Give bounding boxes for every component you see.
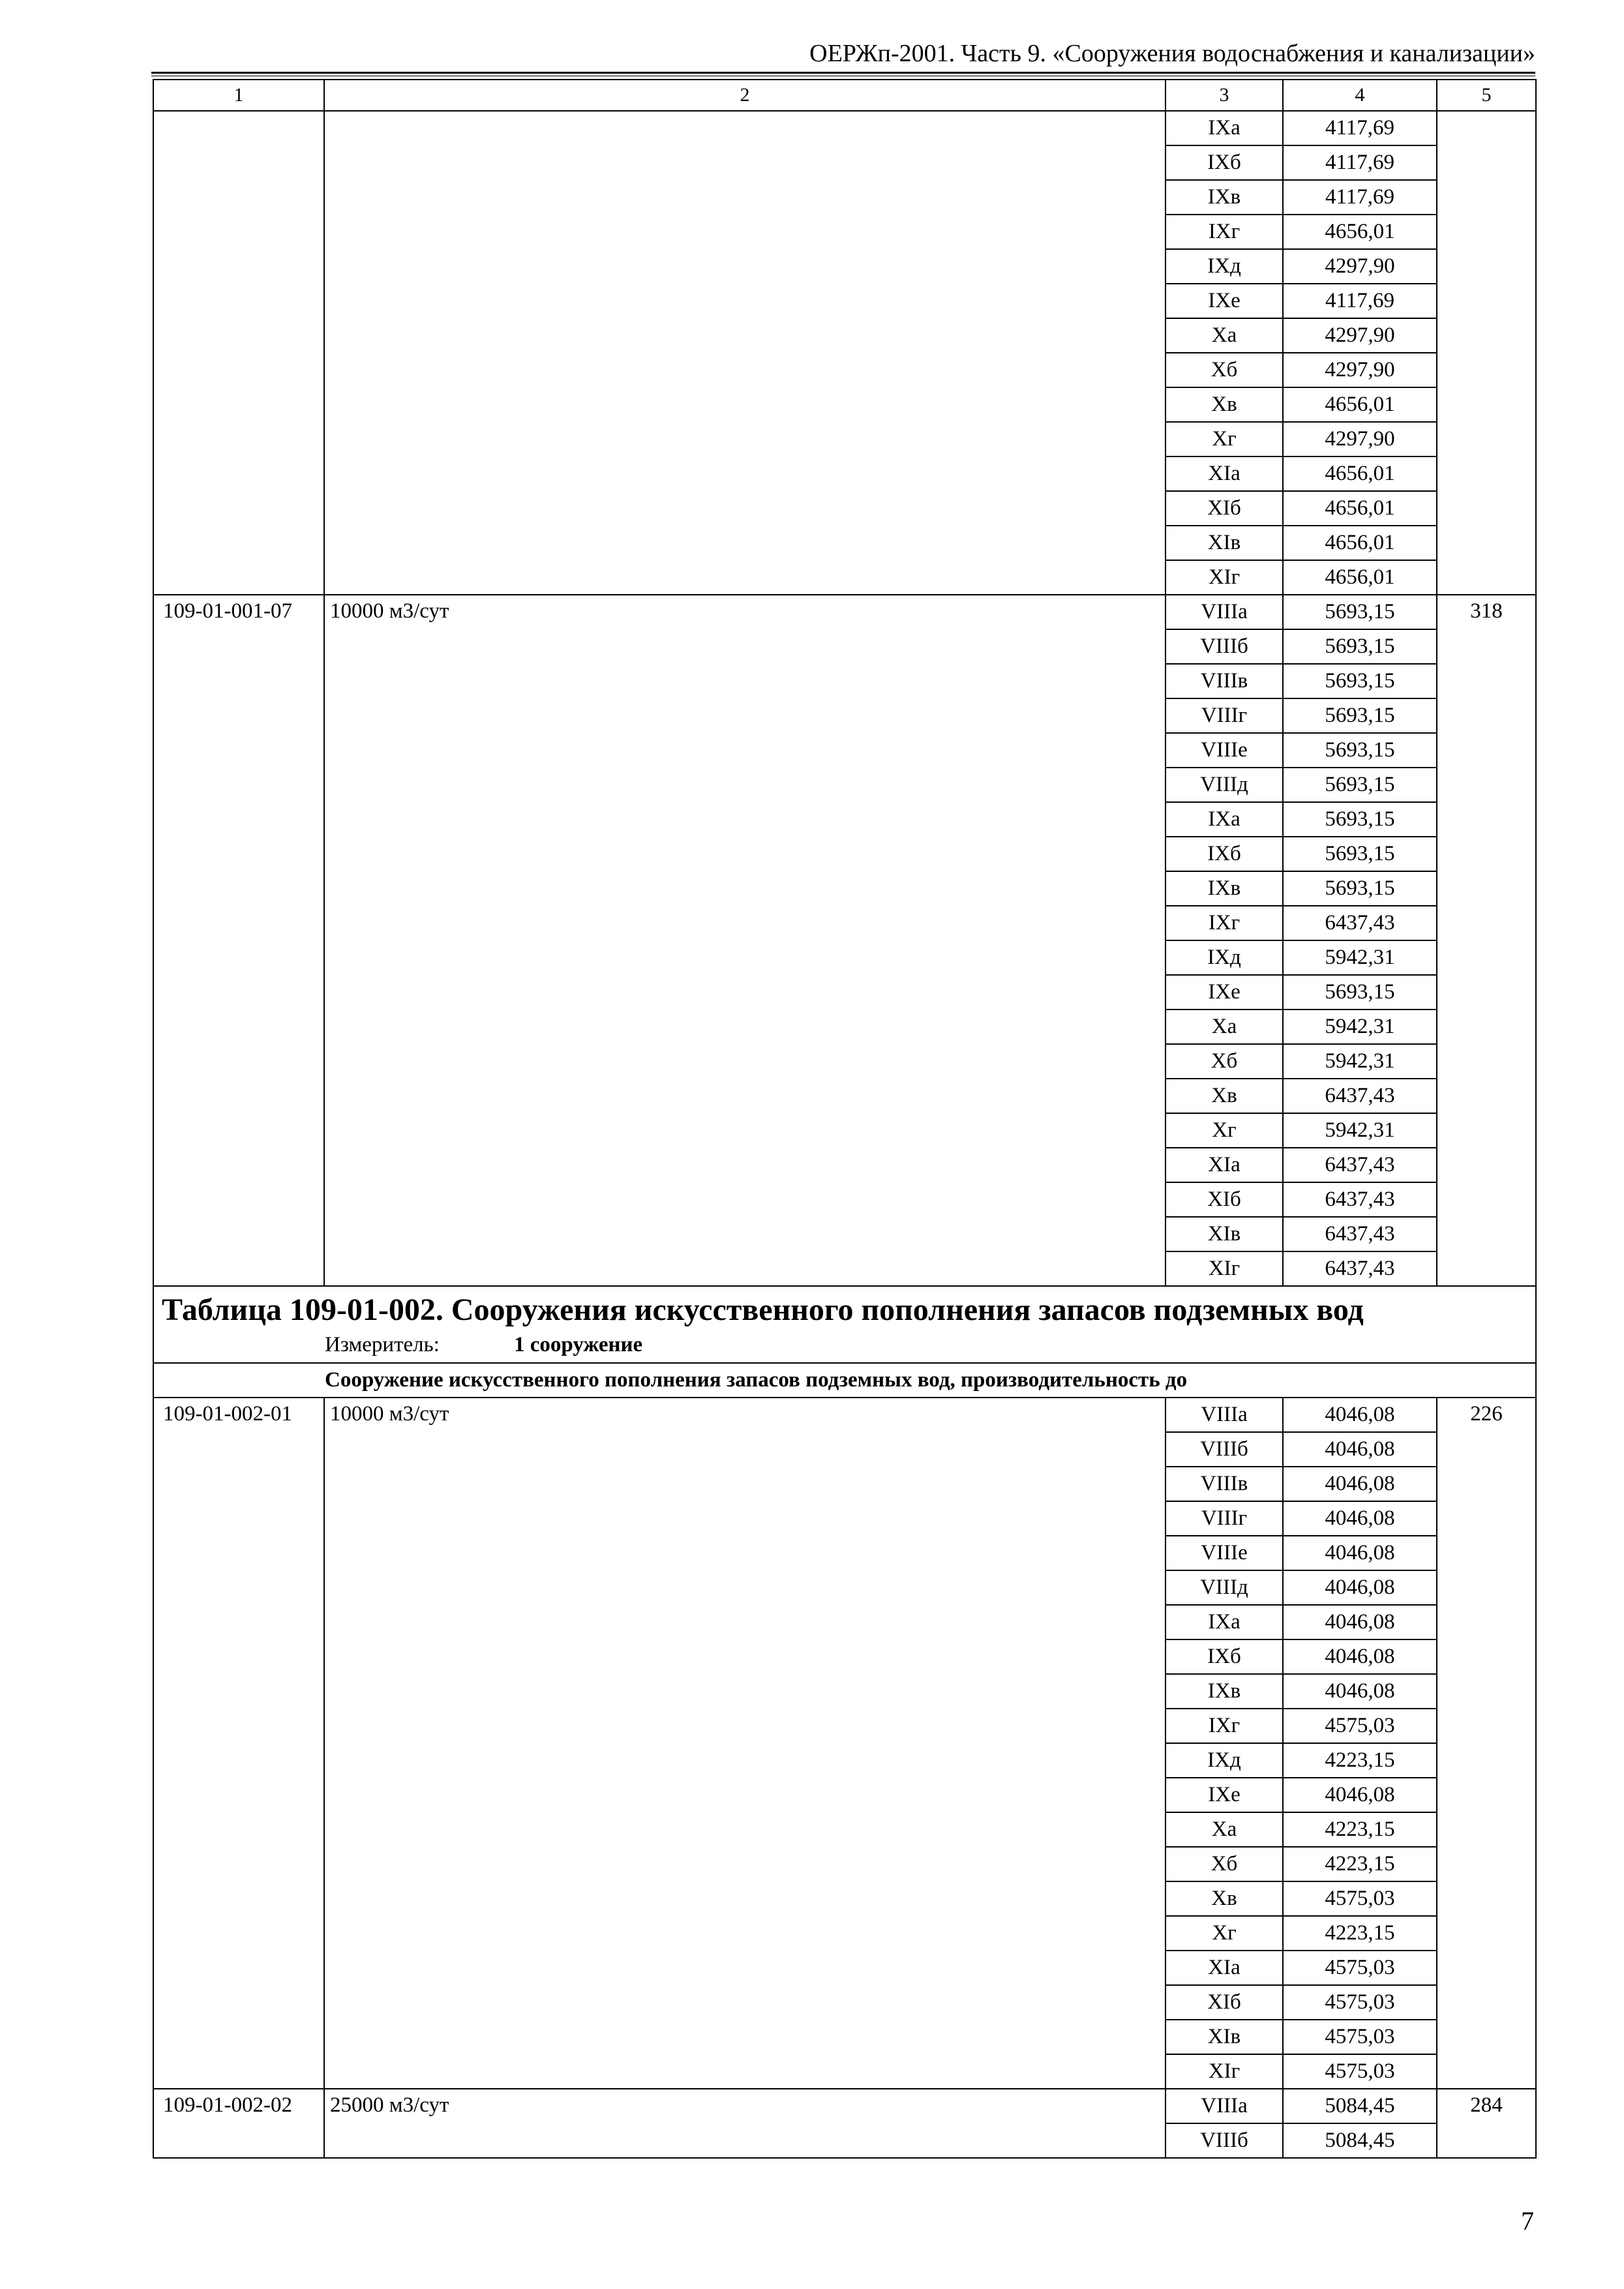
price-cell: 5693,15 <box>1283 802 1437 837</box>
zone-cell: XIг <box>1165 1251 1283 1286</box>
zone-cell: XIв <box>1165 2020 1283 2054</box>
price-cell: 6437,43 <box>1283 1148 1437 1182</box>
zone-cell: IXб <box>1165 145 1283 180</box>
price-cell: 5942,31 <box>1283 940 1437 975</box>
table-heading-cell <box>153 1286 1536 1363</box>
price-cell: 4117,69 <box>1283 180 1437 215</box>
zone-cell: Xг <box>1165 422 1283 456</box>
zone-cell: IXе <box>1165 284 1283 318</box>
zone-cell: IXв <box>1165 180 1283 215</box>
zone-cell: XIв <box>1165 1217 1283 1251</box>
price-cell: 5693,15 <box>1283 837 1437 871</box>
measure-value: 1 сооружение <box>514 1333 643 1356</box>
section-title: Сооружение искусственного пополнения запасов подземных вод, производительность до <box>153 1363 1536 1398</box>
column-number-row <box>153 80 1536 111</box>
item-description: 10000 м3/сут <box>324 1398 1165 2089</box>
zone-cell: IXа <box>1165 1605 1283 1639</box>
column-number: 2 <box>324 80 1165 111</box>
price-cell: 4575,03 <box>1283 1881 1437 1916</box>
price-cell: 4046,08 <box>1283 1398 1437 1432</box>
table-row <box>153 111 1536 145</box>
price-cell: 6437,43 <box>1283 1217 1437 1251</box>
zone-cell: IXд <box>1165 1743 1283 1778</box>
price-cell: 4046,08 <box>1283 1674 1437 1709</box>
zone-cell: IXв <box>1165 871 1283 906</box>
price-cell: 5693,15 <box>1283 975 1437 1010</box>
price-cell: 4046,08 <box>1283 1639 1437 1674</box>
zone-cell: IXб <box>1165 1639 1283 1674</box>
zone-cell: VIIIг <box>1165 698 1283 733</box>
price-table <box>153 79 1537 2159</box>
price-cell: 4575,03 <box>1283 1951 1437 1985</box>
section-row <box>153 1363 1536 1398</box>
extra-value: 318 <box>1437 595 1536 1286</box>
zone-cell: IXа <box>1165 802 1283 837</box>
price-cell: 5693,15 <box>1283 595 1437 629</box>
price-cell: 4656,01 <box>1283 215 1437 249</box>
item-code <box>153 111 324 595</box>
zone-cell: Xа <box>1165 1010 1283 1044</box>
price-cell: 4223,15 <box>1283 1847 1437 1881</box>
price-cell: 5942,31 <box>1283 1113 1437 1148</box>
price-cell: 4223,15 <box>1283 1743 1437 1778</box>
item-description: 10000 м3/сут <box>324 595 1165 1286</box>
price-cell: 4223,15 <box>1283 1812 1437 1847</box>
item-code: 109-01-002-01 <box>153 1398 324 2089</box>
zone-cell: VIIIд <box>1165 768 1283 802</box>
zone-cell: VIIIб <box>1165 629 1283 664</box>
zone-cell: VIIIв <box>1165 664 1283 698</box>
column-number: 4 <box>1283 80 1437 111</box>
table-heading-row <box>153 1286 1536 1363</box>
price-cell: 4297,90 <box>1283 318 1437 353</box>
price-cell: 4297,90 <box>1283 249 1437 284</box>
price-cell: 4297,90 <box>1283 353 1437 387</box>
zone-cell: XIа <box>1165 1951 1283 1985</box>
table-row <box>153 2089 1536 2123</box>
zone-cell: XIб <box>1165 1182 1283 1217</box>
zone-cell: IXд <box>1165 249 1283 284</box>
column-number: 5 <box>1437 80 1536 111</box>
zone-cell: XIа <box>1165 1148 1283 1182</box>
price-table-body <box>153 80 1536 2158</box>
price-cell: 5084,45 <box>1283 2089 1437 2123</box>
zone-cell: Xв <box>1165 1079 1283 1113</box>
zone-cell: XIг <box>1165 2054 1283 2089</box>
zone-cell: VIIIд <box>1165 1570 1283 1605</box>
item-description: 25000 м3/сут <box>324 2089 1165 2158</box>
price-cell: 4297,90 <box>1283 422 1437 456</box>
price-cell: 5693,15 <box>1283 664 1437 698</box>
price-cell: 5693,15 <box>1283 733 1437 768</box>
zone-cell: IXе <box>1165 1778 1283 1812</box>
price-cell: 6437,43 <box>1283 1251 1437 1286</box>
zone-cell: IXг <box>1165 215 1283 249</box>
zone-cell: XIг <box>1165 560 1283 595</box>
price-cell: 5942,31 <box>1283 1010 1437 1044</box>
price-cell: 5942,31 <box>1283 1044 1437 1079</box>
zone-cell: Xв <box>1165 387 1283 422</box>
price-cell: 4575,03 <box>1283 2054 1437 2089</box>
table-row <box>153 595 1536 629</box>
zone-cell: Xб <box>1165 353 1283 387</box>
zone-cell: Xб <box>1165 1847 1283 1881</box>
price-cell: 6437,43 <box>1283 1079 1437 1113</box>
zone-cell: VIIIб <box>1165 2123 1283 2158</box>
zone-cell: IXг <box>1165 906 1283 940</box>
price-cell: 4117,69 <box>1283 111 1437 145</box>
zone-cell: VIIIа <box>1165 1398 1283 1432</box>
price-cell: 5693,15 <box>1283 629 1437 664</box>
price-cell: 4656,01 <box>1283 526 1437 560</box>
zone-cell: XIа <box>1165 456 1283 491</box>
zone-cell: IXе <box>1165 975 1283 1010</box>
price-cell: 4575,03 <box>1283 1985 1437 2020</box>
page-number: 7 <box>1521 2206 1534 2236</box>
price-cell: 4117,69 <box>1283 145 1437 180</box>
extra-value <box>1437 111 1536 595</box>
item-code: 109-01-001-07 <box>153 595 324 1286</box>
price-cell: 5693,15 <box>1283 768 1437 802</box>
zone-cell: VIIIв <box>1165 1467 1283 1501</box>
zone-cell: IXг <box>1165 1709 1283 1743</box>
zone-cell: Xа <box>1165 1812 1283 1847</box>
page-header-title: ОЕРЖп-2001. Часть 9. «Сооружения водоснабжения и канализации» <box>809 40 1535 67</box>
price-cell: 4656,01 <box>1283 456 1437 491</box>
price-cell: 4046,08 <box>1283 1432 1437 1467</box>
measure-label: Измеритель: <box>325 1333 440 1356</box>
table-row <box>153 1398 1536 1432</box>
price-cell: 4046,08 <box>1283 1570 1437 1605</box>
zone-cell: XIв <box>1165 526 1283 560</box>
price-cell: 5693,15 <box>1283 871 1437 906</box>
item-code: 109-01-002-02 <box>153 2089 324 2158</box>
zone-cell: XIб <box>1165 491 1283 526</box>
price-cell: 5084,45 <box>1283 2123 1437 2158</box>
zone-cell: VIIIг <box>1165 1501 1283 1536</box>
price-cell: 4046,08 <box>1283 1778 1437 1812</box>
price-cell: 6437,43 <box>1283 1182 1437 1217</box>
price-cell: 4046,08 <box>1283 1501 1437 1536</box>
table-title: Таблица 109-01-002. Сооружения искусственного пополнения запасов подземных вод <box>162 1293 1364 1327</box>
price-cell: 4223,15 <box>1283 1916 1437 1951</box>
zone-cell: IXв <box>1165 1674 1283 1709</box>
measure-line <box>162 1330 1535 1362</box>
price-cell: 4046,08 <box>1283 1467 1437 1501</box>
extra-value: 226 <box>1437 1398 1536 2089</box>
price-cell: 5693,15 <box>1283 698 1437 733</box>
zone-cell: VIIIе <box>1165 733 1283 768</box>
zone-cell: IXб <box>1165 837 1283 871</box>
zone-cell: IXд <box>1165 940 1283 975</box>
zone-cell: VIIIе <box>1165 1536 1283 1570</box>
column-number: 3 <box>1165 80 1283 111</box>
price-cell: 4656,01 <box>1283 560 1437 595</box>
zone-cell: Xб <box>1165 1044 1283 1079</box>
price-cell: 4656,01 <box>1283 491 1437 526</box>
price-cell: 4575,03 <box>1283 1709 1437 1743</box>
item-description <box>324 111 1165 595</box>
price-cell: 4656,01 <box>1283 387 1437 422</box>
zone-cell: Xг <box>1165 1916 1283 1951</box>
column-number: 1 <box>153 80 324 111</box>
price-cell: 6437,43 <box>1283 906 1437 940</box>
price-cell: 4117,69 <box>1283 284 1437 318</box>
zone-cell: Xв <box>1165 1881 1283 1916</box>
zone-cell: VIIIа <box>1165 2089 1283 2123</box>
zone-cell: VIIIб <box>1165 1432 1283 1467</box>
zone-cell: Xг <box>1165 1113 1283 1148</box>
price-cell: 4575,03 <box>1283 2020 1437 2054</box>
price-cell: 4046,08 <box>1283 1605 1437 1639</box>
extra-value: 284 <box>1437 2089 1536 2158</box>
zone-cell: XIб <box>1165 1985 1283 2020</box>
price-cell: 4046,08 <box>1283 1536 1437 1570</box>
zone-cell: Xа <box>1165 318 1283 353</box>
zone-cell: VIIIа <box>1165 595 1283 629</box>
zone-cell: IXа <box>1165 111 1283 145</box>
header-rule <box>151 72 1535 74</box>
